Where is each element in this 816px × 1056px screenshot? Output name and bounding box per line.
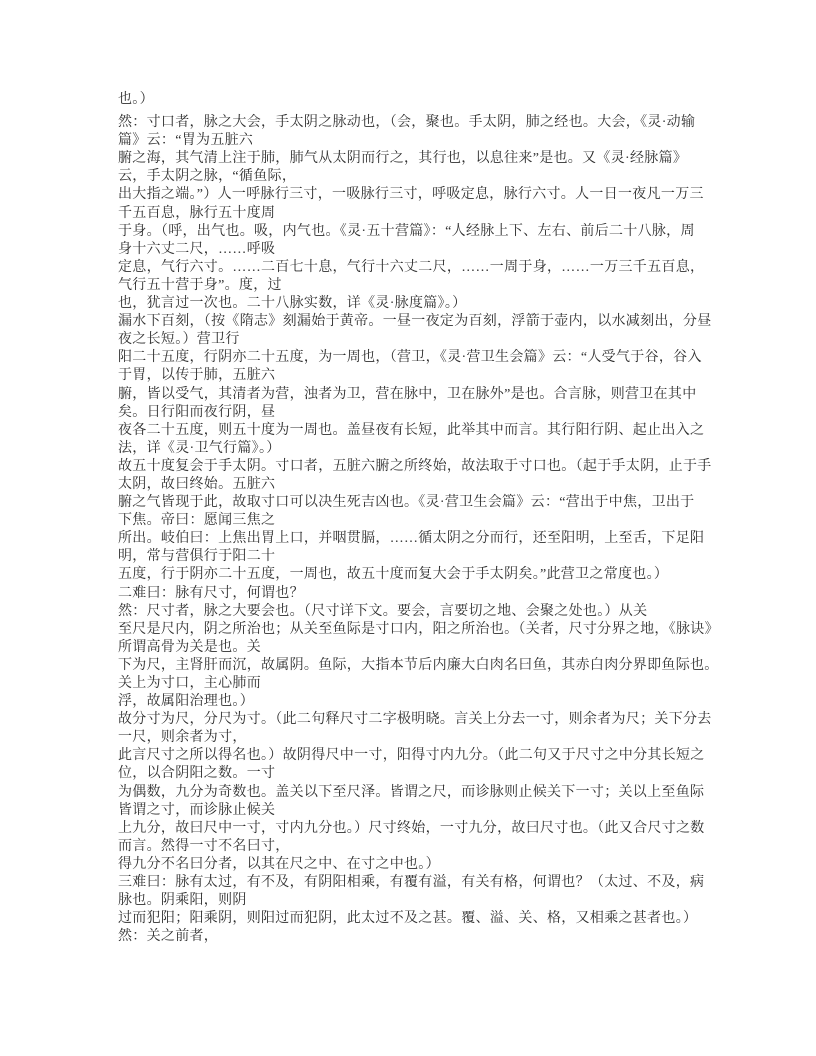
- text-line: 气行五十营于身”。度，过: [118, 277, 282, 293]
- text-line: 于胃，以传于肺，五脏六: [118, 368, 276, 384]
- text-line: 下为尺，主肾肝而沉，故属阴。鱼际，大指本节后内廉大白肉名曰鱼，其赤白肉分界即鱼际也。: [118, 657, 719, 673]
- text-line: 脉也。阴乘阳，则阴: [118, 893, 247, 909]
- text-line: 然：寸口者，脉之大会，手太阴之脉动也，（会，聚也。手太阴，肺之经也。大会，《灵·动输: [118, 115, 696, 131]
- text-line: 上九分，故曰尺中一寸，寸内九分也。）尺寸终始，一寸九分，故曰尺寸也。（此又合尺寸之数: [118, 820, 705, 836]
- text-line: 于身。（呼，出气也。吸，内气也。《灵·五十营篇》：“人经脉上下、左右、前后二十八脉，周: [118, 223, 695, 239]
- text-line: 为偶数，九分为奇数也。盖关以下至尺泽。皆谓之尺，而诊脉则止候关下一寸；关以上至鱼际: [118, 784, 705, 800]
- text-line: 所谓高骨为关是也。关: [118, 639, 261, 655]
- text-line: 明，常与营俱行于阳二十: [118, 549, 276, 565]
- text-line: 漏水下百刻，（按《隋志》刻漏始于黄帝。一昼一夜定为百刻，浮箭于壶内，以水减刻出，分昼: [118, 314, 712, 330]
- text-line: 一尺，则余者为寸，: [118, 730, 247, 746]
- text-line: 定息，气行六寸。……二百七十息，气行十六丈二尺，……一周于身，……一万三千五百息，: [118, 259, 705, 275]
- text-line: 然：关之前者，: [118, 929, 219, 945]
- text-line: 然：尺寸者，脉之大要会也。（尺寸详下文。要会，言要切之地、会聚之处也。）从关: [118, 603, 648, 619]
- text-line: 也。）: [118, 92, 154, 107]
- text-line: 夜各二十五度，则五十度为一周也。盖昼夜有长短，此举其中而言。其行阳行阴、起止出入之: [118, 422, 705, 438]
- text-line: 千五百息，脉行五十度周: [118, 205, 276, 221]
- text-line: 浮，故属阳治理也。）: [118, 694, 254, 710]
- text-line: 矣。日行阳而夜行阴，昼: [118, 404, 276, 420]
- text-line: 太阴，故曰终始。五脏六: [118, 476, 276, 492]
- text-line: 二难曰：脉有尺寸，何谓也？: [118, 585, 304, 601]
- text-line: 篇》云：“胃为五脏六: [118, 133, 254, 149]
- text-line: 至尺是尺内，阴之所治也；从关至鱼际是寸口内，阳之所治也。（关者，尺寸分界之地，《脉诀》: [118, 621, 719, 637]
- page-text: [118, 91, 738, 946]
- text-line: 夜之长短。）营卫行: [118, 332, 240, 348]
- text-line: 所出。岐伯曰：上焦出胃上口，并咽贯膈，……循太阴之分而行，还至阳明，上至舌，下足阳: [118, 531, 705, 547]
- text-line: 也，犹言过一次也。二十八脉实数，详《灵·脉度篇》。）: [118, 296, 467, 312]
- text-line: 法，详《灵·卫气行篇》。）: [118, 440, 281, 456]
- text-line: 故五十度复会于手太阴。寸口者，五脏六腑之所终始，故法取于寸口也。（起于手太阴，止于手: [118, 458, 712, 474]
- text-line: 身十六丈二尺，……呼吸: [118, 241, 276, 257]
- text-line: 腑，皆以受气，其清者为营，浊者为卫，营在脉中，卫在脉外”是也。合言脉，则营卫在其中: [118, 386, 697, 402]
- text-line: 皆谓之寸，而诊脉止候关: [118, 802, 276, 818]
- text-line: 而言。然得一寸不名曰寸，: [118, 838, 290, 854]
- text-line: 阳二十五度，行阴亦二十五度，为一周也，（营卫，《灵·营卫生会篇》云：“人受气于谷，谷入: [118, 350, 702, 366]
- text-line: 此言尺寸之所以得名也。）故阴得尺中一寸，阳得寸内九分。（此二句又于尺寸之中分其长短之: [118, 748, 705, 764]
- text-line: 下焦。帝曰：愿闻三焦之: [118, 513, 276, 529]
- text-line: 五度，行于阴亦二十五度，一周也，故五十度而复大会于手太阴矣。”此营卫之常度也。）: [118, 567, 669, 583]
- text-line: 腑之气皆现于此，故取寸口可以决生死吉凶也。《灵·营卫生会篇》云：“营出于中焦，卫出于: [118, 495, 695, 511]
- text-line: 腑之海，其气清上注于肺，肺气从太阴而行之，其行也，以息往来”是也。又《灵·经脉篇》: [118, 151, 688, 167]
- text-line: 出大指之端。”）人一呼脉行三寸，一吸脉行三寸，呼吸定息，脉行六寸。人一日一夜凡一万三: [118, 187, 704, 203]
- text-line: 位，以合阴阳之数。一寸: [118, 766, 276, 782]
- text-line: 云，手太阴之脉，“循鱼际，: [118, 169, 297, 185]
- text-line: 故分寸为尺，分尺为寸。（此二句释尺寸二字极明晓。言关上分去一寸，则余者为尺；关下分去: [118, 712, 712, 728]
- text-line: 得九分不名曰分者，以其在尺之中、在寸之中也。）: [118, 856, 440, 872]
- text-line: 过而犯阳；阳乘阴，则阳过而犯阴，此太过不及之甚。覆、溢、关、格，又相乘之甚者也。）: [118, 911, 698, 927]
- text-line: 三难曰：脉有太过，有不及，有阴阳相乘，有覆有溢，有关有格，何谓也？（太过、不及，病: [118, 875, 705, 891]
- text-line: 关上为寸口，主心肺而: [118, 676, 261, 691]
